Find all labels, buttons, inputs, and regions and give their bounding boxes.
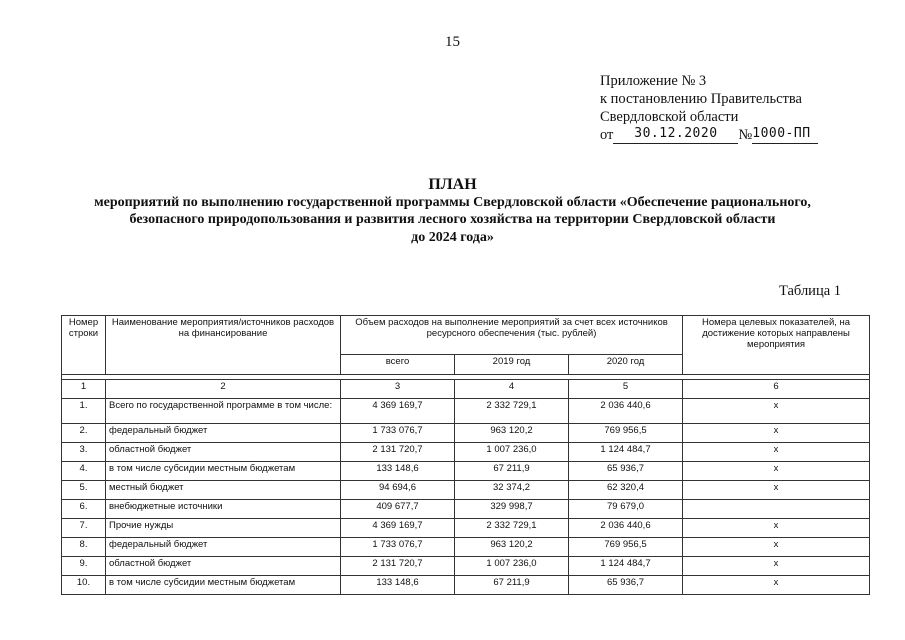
column-number: 4 (455, 380, 569, 399)
table-row (62, 557, 870, 576)
header-name: Наименование мероприятия/источников расходов на финансирование (106, 316, 341, 375)
resolution-number: 1000-ПП (752, 127, 818, 144)
title-line-3: безопасного природопользования и развития лесного хозяйства на территории Свердловской области (129, 212, 776, 227)
row-name-cell: областной бюджет (106, 443, 341, 462)
row-number-cell: 2. (62, 424, 106, 443)
table-row (62, 481, 870, 500)
header-total: всего (341, 355, 455, 375)
column-number-row (62, 380, 870, 399)
row-total-cell: 133 148,6 (341, 462, 455, 481)
row-2019-cell: 67 211,9 (455, 462, 569, 481)
header-targets: Номера целевых показателей, на достижение которых направлены мероприятия (683, 316, 870, 375)
page-number: 15 (445, 34, 460, 50)
row-2019-cell: 963 120,2 (455, 424, 569, 443)
row-name-cell: Прочие нужды (106, 519, 341, 538)
row-total-cell: 2 131 720,7 (341, 443, 455, 462)
row-target-cell: х (683, 481, 870, 500)
row-2020-cell: 1 124 484,7 (569, 443, 683, 462)
row-total-cell: 4 369 169,7 (341, 519, 455, 538)
row-target-cell: х (683, 443, 870, 462)
row-name-cell: внебюджетные источники (106, 500, 341, 519)
row-2019-cell: 329 998,7 (455, 500, 569, 519)
row-2020-cell: 1 124 484,7 (569, 557, 683, 576)
row-2020-cell: 62 320,4 (569, 481, 683, 500)
row-2020-cell: 2 036 440,6 (569, 519, 683, 538)
row-number-cell: 7. (62, 519, 106, 538)
table-row (62, 424, 870, 443)
row-target-cell: х (683, 538, 870, 557)
table-row (62, 538, 870, 557)
title-line-1: ПЛАН (428, 176, 477, 193)
table-row (62, 399, 870, 424)
document-title (0, 176, 905, 246)
appendix-line-3: Свердловской области (600, 109, 739, 125)
table-row (62, 443, 870, 462)
number-label: № (738, 127, 753, 143)
header-2019: 2019 год (455, 355, 569, 375)
row-target-cell (683, 500, 870, 519)
row-number-cell: 6. (62, 500, 106, 519)
row-2019-cell: 1 007 236,0 (455, 443, 569, 462)
row-number-cell: 10. (62, 576, 106, 595)
header-row-no: Номер строки (62, 316, 106, 375)
row-2019-cell: 1 007 236,0 (455, 557, 569, 576)
row-target-cell: х (683, 462, 870, 481)
column-number: 2 (106, 380, 341, 399)
header-row-1 (62, 316, 870, 355)
row-total-cell: 1 733 076,7 (341, 538, 455, 557)
resolution-date: 30.12.2020 (613, 127, 738, 144)
row-total-cell: 94 694,6 (341, 481, 455, 500)
table-row (62, 500, 870, 519)
row-name-cell: Всего по государственной программе в том числе: (106, 399, 341, 424)
column-number: 1 (62, 380, 106, 399)
row-2020-cell: 2 036 440,6 (569, 399, 683, 424)
row-total-cell: 2 131 720,7 (341, 557, 455, 576)
row-name-cell: областной бюджет (106, 557, 341, 576)
row-2019-cell: 2 332 729,1 (455, 399, 569, 424)
row-2020-cell: 769 956,5 (569, 538, 683, 557)
row-2020-cell: 79 679,0 (569, 500, 683, 519)
row-number-cell: 8. (62, 538, 106, 557)
plan-table-body (62, 316, 870, 595)
row-number-cell: 5. (62, 481, 106, 500)
appendix-line-2: к постановлению Правительства (600, 91, 802, 107)
table-row (62, 462, 870, 481)
row-name-cell: местный бюджет (106, 481, 341, 500)
row-2019-cell: 32 374,2 (455, 481, 569, 500)
row-number-cell: 9. (62, 557, 106, 576)
row-target-cell: х (683, 576, 870, 595)
header-volume: Объем расходов на выполнение мероприятий за счет всех источников ресурсного обеспечения (тыс. рублей) (341, 316, 683, 355)
table-row (62, 519, 870, 538)
plan-table (61, 315, 870, 595)
column-number: 6 (683, 380, 870, 399)
row-2020-cell: 65 936,7 (569, 576, 683, 595)
row-2019-cell: 963 120,2 (455, 538, 569, 557)
row-total-cell: 4 369 169,7 (341, 399, 455, 424)
row-target-cell: х (683, 519, 870, 538)
table-row (62, 576, 870, 595)
row-number-cell: 4. (62, 462, 106, 481)
title-line-4: до 2024 года» (411, 229, 494, 245)
row-2020-cell: 769 956,5 (569, 424, 683, 443)
appendix-line-1: Приложение № 3 (600, 73, 707, 89)
row-name-cell: в том числе субсидии местным бюджетам (106, 576, 341, 595)
row-name-cell: федеральный бюджет (106, 538, 341, 557)
row-2019-cell: 67 211,9 (455, 576, 569, 595)
row-name-cell: в том числе субсидии местным бюджетам (106, 462, 341, 481)
row-total-cell: 1 733 076,7 (341, 424, 455, 443)
appendix-date-line (600, 126, 818, 144)
row-name-cell: федеральный бюджет (106, 424, 341, 443)
column-number: 3 (341, 380, 455, 399)
row-target-cell: х (683, 399, 870, 424)
row-total-cell: 409 677,7 (341, 500, 455, 519)
row-total-cell: 133 148,6 (341, 576, 455, 595)
row-2020-cell: 65 936,7 (569, 462, 683, 481)
title-line-2: мероприятий по выполнению государственной программы Свердловской области «Обеспечение рационального, (94, 194, 811, 210)
row-2019-cell: 2 332 729,1 (455, 519, 569, 538)
from-label: от (600, 127, 614, 143)
row-number-cell: 1. (62, 399, 106, 424)
column-number: 5 (569, 380, 683, 399)
header-2020: 2020 год (569, 355, 683, 375)
appendix-block (600, 72, 818, 144)
row-target-cell: х (683, 424, 870, 443)
row-number-cell: 3. (62, 443, 106, 462)
row-target-cell: х (683, 557, 870, 576)
table-label: Таблица 1 (779, 283, 842, 299)
